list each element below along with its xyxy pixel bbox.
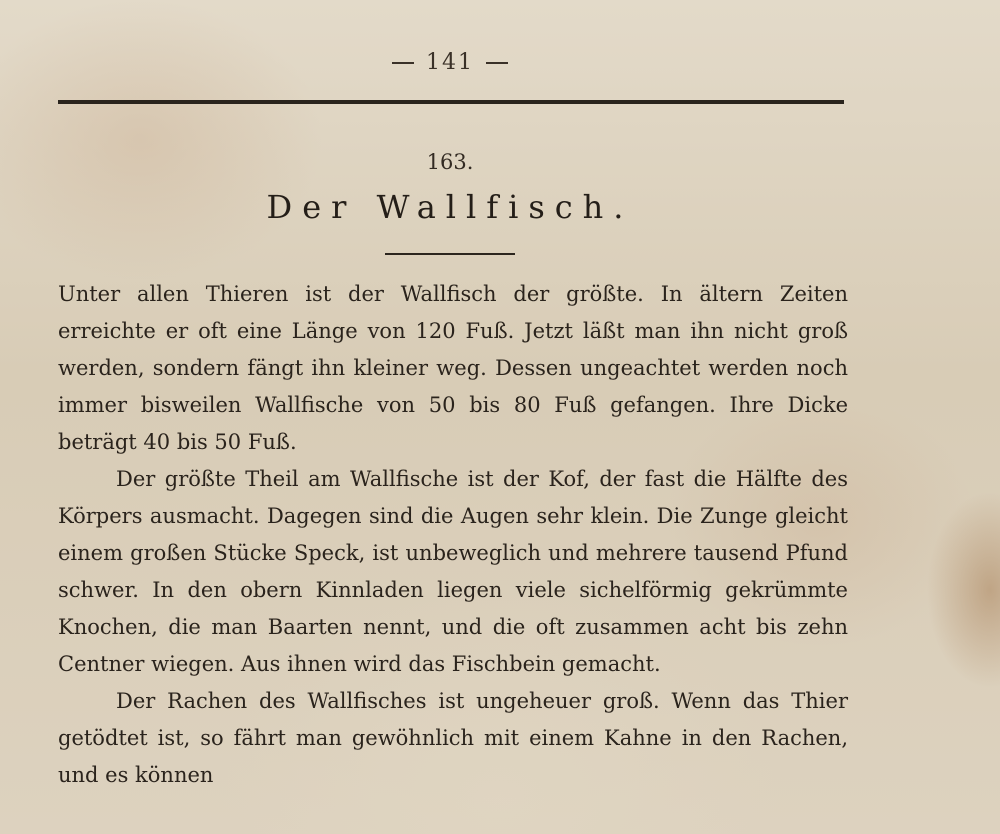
section-title: Der Wallfisch. xyxy=(266,188,634,226)
dash-left xyxy=(392,62,414,64)
dash-right xyxy=(486,62,508,64)
header-rule xyxy=(58,100,844,104)
page-number-header xyxy=(0,50,900,75)
body-text xyxy=(58,276,848,794)
paragraph-1: Unter allen Thieren ist der Wallfisch der größte. In ältern Zeiten erreichte er oft eine Länge von 120 Fuß. Jetzt läßt man ihn nicht groß werden, sondern fängt ihn kleiner weg. Dessen ungeachtet werden noch immer bisweilen Wallfische von 50 bis 80 Fuß gefangen. Ihre Dicke beträgt 40 bis 50 Fuß. xyxy=(58,282,848,454)
paragraph-3: Der Rachen des Wallfisches ist ungeheuer groß. Wenn das Thier getödtet ist, so fährt man gewöhnlich mit einem Kahne in den Rachen, und es können xyxy=(58,689,848,787)
paragraph-2: Der größte Theil am Wallfische ist der Kof, der fast die Hälfte des Körpers ausmacht. Dagegen sind die Augen sehr klein. Die Zunge gleicht einem großen Stücke Speck, ist unbeweglich und mehrere tausend Pfund schwer. In den obern Kinnladen liegen viele sichelförmig gekrümmte Knochen, die man Baarten nennt, und die oft zusammen acht bis zehn Centner wiegen. Aus ihnen wird das Fischbein gemacht. xyxy=(58,467,848,676)
title-rule xyxy=(385,253,515,255)
section-number: 163. xyxy=(426,150,474,174)
page-number: 141 xyxy=(426,50,474,75)
